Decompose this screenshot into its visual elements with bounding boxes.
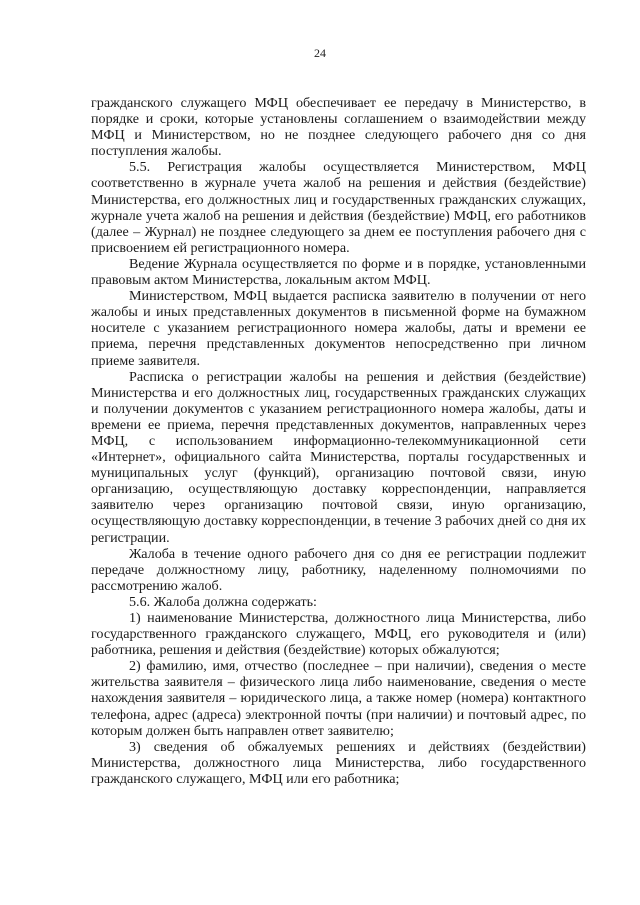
list-item-2: 2) фамилию, имя, отчество (последнее – при наличии), сведения о месте жительства заявителя – физического лица либо наименование, сведения о месте нахождения заявителя – юридического лица, а также номер (номера) контактного телефона, адрес (адреса) электронной почты (при наличии) и почтовый адрес, по которым должен быть направлен ответ заявителю; [91,658,586,739]
page-number: 24 [314,46,326,60]
paragraph-complaint-transfer: Жалоба в течение одного рабочего дня со дня ее регистрации подлежит передаче должностному лицу, работнику, наделенному полномочиями по рассмотрению жалоб. [91,545,586,594]
list-item-3: 3) сведения об обжалуемых решениях и действиях (бездействии) Министерства, должностного лица Министерства, либо государственного гражданского служащего, МФЦ или его работника; [91,738,586,787]
paragraph-receipt-sending: Расписка о регистрации жалобы на решения и действия (бездействие) Министерства и его должностных лиц, государственных гражданских служащих и получении документов с указанием регистрационного номера жалобы, даты и времени ее приема, перечня представленных документов, направленных через МФЦ, с использованием информационно-телекоммуникационной сети «Интернет», официального сайта Министерства, порталы государственных и муниципальных услуг (функций), организацию почтовой связи, иную организацию, осуществляющую доставку корреспонденции, направляется заявителю через организацию почтовой связи, иную организацию, осуществляющую доставку корреспонденции, в течение 3 рабочих дней со дня их регистрации. [91,368,586,546]
paragraph-5-5-registration: 5.5. Регистрация жалобы осуществляется Министерством, МФЦ соответственно в журнале учета жалоб на решения и действия (бездействие) Министерства, его должностных лиц и государственных гражданских служащих, журнале учета жалоб на решения и действия (бездействие) МФЦ, его работников (далее – Журнал) не позднее следующего за днем ее поступления рабочего дня с присвоением ей регистрационного номера. [91,159,586,256]
document-body [91,95,586,787]
paragraph-receipt-issuance: Министерством, МФЦ выдается расписка заявителю в получении от него жалобы и иных представленных документов в письменной форме на бумажном носителе с указанием регистрационного номера жалобы, даты и времени ее приема, перечня представленных документов непосредственно при личном приеме заявителя. [91,288,586,369]
list-item-1: 1) наименование Министерства, должностного лица Министерства, либо государственного гражданского служащего, МФЦ, его руководителя и (или) работника, решения и действия (бездействие) которых обжалуются; [91,610,586,659]
paragraph-journal-maintenance: Ведение Журнала осуществляется по форме и в порядке, установленными правовым актом Министерства, локальным актом МФЦ. [91,255,586,289]
paragraph-continuation: гражданского служащего МФЦ обеспечивает ее передачу в Министерство, в порядке и сроки, которые установлены соглашением о взаимодействии между МФЦ и Министерством, но не позднее следующего рабочего дня со дня поступления жалобы. [91,95,586,160]
paragraph-5-6-heading: 5.6. Жалоба должна содержать: [129,593,317,610]
